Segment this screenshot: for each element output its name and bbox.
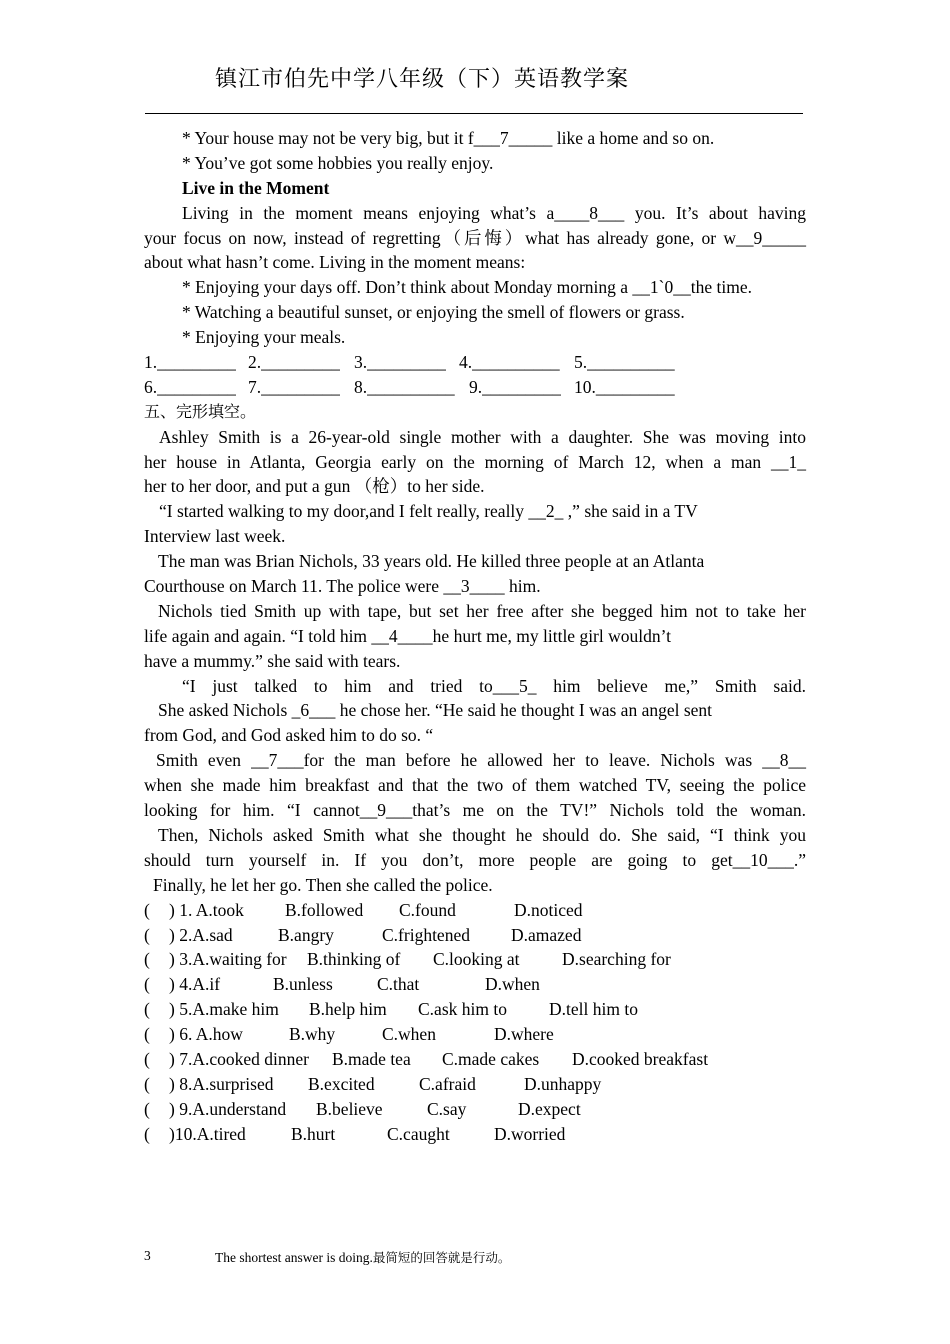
footer-motto-en: The shortest answer is doing. bbox=[215, 1250, 373, 1265]
option-c: C.that bbox=[377, 974, 420, 995]
bullet-line: * Watching a beautiful sunset, or enjoying the smell of flowers or grass. bbox=[182, 302, 685, 323]
option-a: ) 9.A.understand bbox=[169, 1098, 287, 1119]
answer-paren[interactable]: ( bbox=[144, 1123, 150, 1144]
passage-line: Living in the moment means enjoying what’s a____8___ you. It’s about having bbox=[182, 202, 806, 223]
footer-motto-cn: 最简短的回答就是行动。 bbox=[372, 1250, 511, 1265]
option-b: B.made tea bbox=[332, 1048, 411, 1069]
question-row bbox=[144, 1097, 806, 1122]
answer-paren[interactable]: ( bbox=[144, 974, 150, 995]
option-d: D.when bbox=[485, 974, 540, 995]
option-b: B.believe bbox=[316, 1098, 383, 1119]
cloze-line: life again and again. “I told him __4____he hurt me, my little girl wouldn’t bbox=[144, 625, 671, 646]
cloze-line: Courthouse on March 11. The police were __3____ him. bbox=[144, 576, 541, 597]
answer-paren[interactable]: ( bbox=[144, 924, 150, 945]
answer-paren[interactable]: ( bbox=[144, 949, 150, 970]
option-c: C.ask him to bbox=[418, 999, 507, 1020]
answer-blank-row bbox=[144, 375, 806, 400]
cloze-line: She asked Nichols _6___ he chose her. “He said he thought I was an angel sent bbox=[158, 700, 713, 721]
question-row bbox=[144, 947, 806, 972]
option-d: D.noticed bbox=[514, 899, 583, 920]
option-c: C.say bbox=[427, 1098, 467, 1119]
cloze-line: “I started walking to my door,and I felt really, really __2_ ,” she said in a TV bbox=[159, 501, 698, 522]
answer-paren[interactable]: ( bbox=[144, 999, 150, 1020]
answer-paren[interactable]: ( bbox=[144, 1098, 150, 1119]
option-d: D.tell him to bbox=[549, 999, 638, 1020]
footer-motto bbox=[215, 1248, 510, 1266]
option-c: C.when bbox=[382, 1024, 436, 1045]
cloze-line: from God, and God asked him to do so. “ bbox=[144, 725, 434, 746]
answer-paren[interactable]: ( bbox=[144, 899, 150, 920]
question-row bbox=[144, 1122, 806, 1147]
option-d: D.expect bbox=[518, 1098, 581, 1119]
page-number: 3 bbox=[144, 1248, 151, 1263]
answer-blank[interactable]: 8.__________ bbox=[354, 376, 455, 397]
option-b: B.angry bbox=[278, 924, 334, 945]
answer-blank[interactable]: 6._________ bbox=[144, 376, 236, 397]
answer-blank-row bbox=[144, 350, 806, 375]
answer-blank[interactable]: 10._________ bbox=[574, 376, 675, 397]
cloze-line: have a mummy.” she said with tears. bbox=[144, 650, 401, 671]
option-a: ) 3.A.waiting for bbox=[169, 949, 287, 970]
passage-heading: Live in the Moment bbox=[182, 177, 330, 198]
answer-blank[interactable]: 2._________ bbox=[248, 352, 340, 373]
answer-blank[interactable]: 1._________ bbox=[144, 352, 236, 373]
option-d: D.where bbox=[494, 1024, 554, 1045]
option-d: D.worried bbox=[494, 1123, 566, 1144]
cloze-line: when she made him breakfast and that the two of them watched TV, seeing the police bbox=[144, 775, 806, 796]
option-c: C.found bbox=[399, 899, 456, 920]
cloze-line: her house in Atlanta, Georgia early on the morning of March 12, when a man __1_ bbox=[144, 451, 806, 472]
cloze-line: Ashley Smith is a 26-year-old single mother with a daughter. She was moving into bbox=[159, 426, 806, 447]
page-header-title: 镇江市伯先中学八年级（下）英语教学案 bbox=[215, 67, 630, 92]
answer-blank[interactable]: 5.__________ bbox=[574, 352, 675, 373]
option-d: D.cooked breakfast bbox=[572, 1048, 709, 1069]
option-c: C.frightened bbox=[382, 924, 470, 945]
header-divider bbox=[145, 113, 803, 114]
option-c: C.made cakes bbox=[442, 1048, 540, 1069]
option-b: B.unless bbox=[273, 974, 333, 995]
section-heading: 五、完形填空。 bbox=[144, 401, 257, 421]
cloze-line: Finally, he let her go. Then she called the police. bbox=[153, 874, 493, 895]
cloze-line: “I just talked to him and tried to___5_ him believe me,” Smith said. bbox=[182, 675, 806, 696]
option-c: C.afraid bbox=[419, 1073, 476, 1094]
option-b: B.hurt bbox=[291, 1123, 336, 1144]
option-a: )10.A.tired bbox=[169, 1123, 246, 1144]
option-a: ) 5.A.make him bbox=[169, 999, 279, 1020]
option-a: ) 7.A.cooked dinner bbox=[169, 1048, 309, 1069]
option-b: B.excited bbox=[308, 1073, 375, 1094]
option-a: ) 6. A.how bbox=[169, 1024, 243, 1045]
question-row bbox=[144, 972, 806, 997]
question-row bbox=[144, 923, 806, 948]
option-a: ) 1. A.took bbox=[169, 899, 244, 920]
question-row bbox=[144, 1022, 806, 1047]
cloze-line: Then, Nichols asked Smith what she thought he should do. She said, “I think you bbox=[158, 824, 806, 845]
answer-blank[interactable]: 9._________ bbox=[469, 376, 561, 397]
option-d: D.amazed bbox=[511, 924, 582, 945]
cloze-line: her to her door, and put a gun （枪）to her side. bbox=[144, 476, 485, 497]
answer-paren[interactable]: ( bbox=[144, 1024, 150, 1045]
option-c: C.looking at bbox=[433, 949, 520, 970]
answer-blank[interactable]: 4.__________ bbox=[459, 352, 560, 373]
question-row bbox=[144, 1047, 806, 1072]
option-a: ) 4.A.if bbox=[169, 974, 221, 995]
option-b: B.thinking of bbox=[307, 949, 401, 970]
passage-line: your focus on now, instead of regretting（后悔）what has already gone, or w__9_____ bbox=[144, 227, 806, 248]
cloze-line: Smith even __7___for the man before he allowed her to leave. Nichols was __8__ bbox=[156, 750, 806, 771]
bullet-line: * You’ve got some hobbies you really enjoy. bbox=[182, 152, 494, 173]
option-a: ) 2.A.sad bbox=[169, 924, 233, 945]
option-b: B.followed bbox=[285, 899, 364, 920]
option-c: C.caught bbox=[387, 1123, 450, 1144]
worksheet-content bbox=[144, 126, 806, 1147]
cloze-line: looking for him. “I cannot__9___that’s me on the TV!” Nichols told the woman. bbox=[144, 800, 806, 821]
bullet-line: * Your house may not be very big, but it f___7_____ like a home and so on. bbox=[182, 128, 715, 148]
option-d: D.searching for bbox=[562, 949, 671, 970]
question-row bbox=[144, 898, 806, 923]
option-d: D.unhappy bbox=[524, 1073, 602, 1094]
option-b: B.why bbox=[289, 1024, 336, 1045]
answer-blank[interactable]: 7._________ bbox=[248, 376, 340, 397]
bullet-line: * Enjoying your days off. Don’t think about Monday morning a __1`0__the time. bbox=[182, 277, 752, 298]
answer-paren[interactable]: ( bbox=[144, 1073, 150, 1094]
option-b: B.help him bbox=[309, 999, 387, 1020]
cloze-line: Nichols tied Smith up with tape, but set her free after she begged him not to take her bbox=[158, 600, 806, 621]
cloze-line: Interview last week. bbox=[144, 526, 286, 547]
question-row bbox=[144, 1072, 806, 1097]
option-a: ) 8.A.surprised bbox=[169, 1073, 274, 1094]
answer-paren[interactable]: ( bbox=[144, 1048, 150, 1069]
question-list bbox=[144, 898, 806, 1147]
question-row bbox=[144, 997, 806, 1022]
cloze-line: should turn yourself in. If you don’t, more people are going to get__10___.” bbox=[144, 849, 806, 870]
bullet-line: * Enjoying your meals. bbox=[182, 327, 346, 348]
cloze-line: The man was Brian Nichols, 33 years old. He killed three people at an Atlanta bbox=[158, 551, 705, 572]
passage-line: about what hasn’t come. Living in the moment means: bbox=[144, 252, 526, 273]
answer-blank[interactable]: 3._________ bbox=[354, 352, 446, 373]
